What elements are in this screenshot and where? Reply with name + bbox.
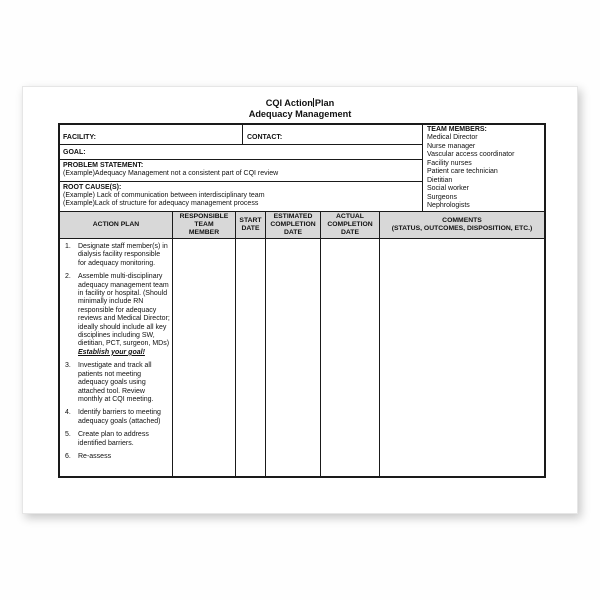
action-item-2 — [60, 273, 170, 357]
column-header-comments: COMMENTS (STATUS, OUTCOMES, DISPOSITION, ETC.) — [391, 217, 533, 232]
action-item-number: 1. — [65, 243, 71, 250]
column-header-estimated-completion-date: ESTIMATED COMPLETION DATE — [266, 212, 321, 238]
document-page — [22, 86, 578, 514]
contact-field — [243, 125, 422, 144]
action-item-1 — [60, 243, 170, 268]
action-item-text: Assemble multi-disciplinary adequacy management team in facility or hospital. (Should minimally include RN responsible for adequacy reviews and Medical Director; ideally should include all key disciplines including SW, dietitian, PCT, surgeon, MDs) Establish your goal! — [78, 273, 170, 356]
action-item-text: Create plan to address identified barriers. — [78, 431, 149, 447]
document-title-block — [23, 98, 577, 120]
column-header-action-plan: ACTION PLAN — [60, 212, 173, 238]
column-header-responsible-team-member: RESPONSIBLE TEAM MEMBER — [173, 212, 236, 238]
form-info-left — [60, 125, 423, 211]
goal-label: GOAL: — [63, 148, 86, 156]
root-causes-label: ROOT CAUSE(S): — [63, 183, 122, 191]
text-cursor-artifact — [313, 98, 314, 107]
root-cause-example: (Example)Lack of structure for adequacy management process — [63, 200, 259, 208]
actual-completion-date-cell — [321, 239, 380, 476]
estimated-completion-date-cell — [266, 239, 321, 476]
root-cause-example: (Example) Lack of communication between interdisciplinary team — [63, 191, 265, 199]
problem-statement-example: (Example)Adequacy Management not a consistent part of CQI review — [63, 169, 279, 177]
page-subtitle: Adequacy Management — [248, 109, 352, 119]
facility-label: FACILITY: — [63, 133, 96, 141]
action-plan-cell — [60, 239, 173, 476]
action-item-number: 4. — [65, 409, 71, 417]
action-item-3 — [60, 362, 170, 404]
page-title — [23, 98, 577, 109]
action-item-text: Investigate and track all patients not meeting adequacy goals using attached tool. Review monthly at CQI meeting. — [78, 362, 154, 403]
contact-label: CONTACT: — [247, 133, 283, 141]
team-members-label: TEAM MEMBERS: — [427, 126, 487, 133]
action-item-text: Identify barriers to meeting adequacy goals (attached) — [78, 409, 161, 425]
team-member: Dietitian — [427, 176, 453, 184]
team-member: Vascular access coordinator — [427, 151, 515, 159]
table-header-row — [60, 212, 544, 239]
action-item-number: 2. — [65, 273, 71, 281]
goal-field — [60, 145, 422, 160]
column-header-actual-completion-date: ACTUAL COMPLETION DATE — [321, 212, 380, 238]
team-member: Patient care technician — [427, 168, 498, 176]
action-item-6 — [60, 453, 170, 461]
page-title-part2: Plan — [314, 98, 335, 108]
action-item-4 — [60, 409, 170, 426]
action-item-5 — [60, 431, 170, 448]
action-item-text: Designate staff member(s) in dialysis facility responsible for adequacy monitoring. — [78, 243, 168, 267]
form-info-section — [60, 125, 544, 212]
team-member: Nurse manager — [427, 142, 476, 150]
team-member: Facility nurses — [427, 159, 472, 167]
action-item-emphasis: Establish your goal! — [78, 348, 145, 356]
facility-field — [60, 125, 243, 144]
comments-cell — [380, 239, 544, 476]
team-members-box — [423, 125, 544, 211]
problem-statement-section — [60, 160, 422, 182]
page-title-part1: CQI Action — [265, 98, 313, 108]
facility-contact-row — [60, 125, 422, 145]
action-item-number: 5. — [65, 431, 71, 439]
root-causes-section — [60, 182, 422, 211]
action-item-number: 3. — [65, 362, 71, 370]
table-body-row — [60, 239, 544, 476]
team-member: Social worker — [427, 185, 470, 193]
cqi-action-plan-form — [58, 123, 546, 478]
start-date-cell — [236, 239, 266, 476]
team-member: Surgeons — [427, 193, 457, 201]
team-member: Nephrologists — [427, 202, 470, 210]
column-header-start-date: START DATE — [236, 212, 266, 238]
responsible-team-member-cell — [173, 239, 236, 476]
action-item-text: Re-assess — [78, 452, 112, 460]
action-item-number: 6. — [65, 452, 71, 460]
team-member: Medical Director — [427, 134, 478, 142]
problem-statement-label: PROBLEM STATEMENT: — [63, 161, 144, 169]
